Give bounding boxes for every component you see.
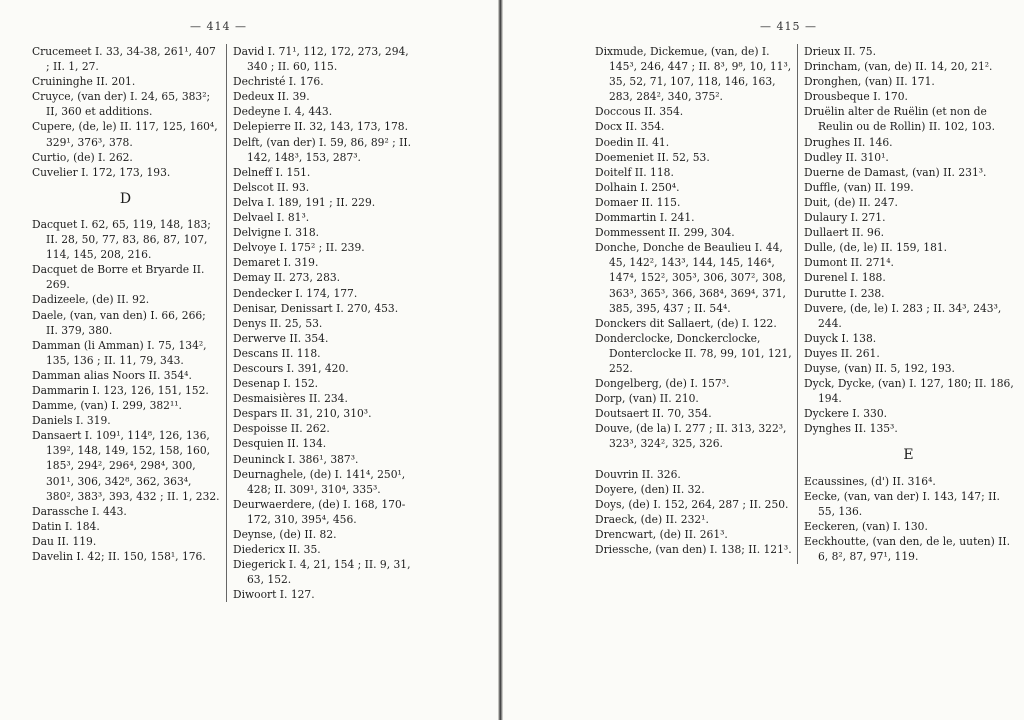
index-entry: Duvere, (de, le) I. 283 ; II. 34³, 243³, 244.	[804, 301, 1002, 330]
index-entry: Dyckere I. 330.	[804, 407, 888, 421]
index-entry: Demaret I. 319.	[233, 256, 319, 270]
index-entry: Descours I. 391, 420.	[233, 361, 349, 375]
index-entry: Deurnaghele, (de) I. 141⁴, 250¹, 428; II. 309¹, 310⁴, 335³.	[233, 467, 406, 496]
index-entry: Eeckeren, (van) I. 130.	[804, 519, 928, 533]
index-entry: Delneff I. 151.	[233, 165, 311, 179]
index-entry: David I. 71¹, 112, 172, 273, 294, 340 ; II. 60, 115.	[233, 45, 409, 74]
index-entry: Dedeyne I. 4, 443.	[233, 105, 333, 119]
index-entry: Descans II. 118.	[233, 346, 321, 360]
index-entry: Doitelf II. 118.	[595, 165, 674, 179]
index-entry: Dixmude, Dickemue, (van, de) I. 145³, 246, 447 ; II. 8³, 9⁸, 10, 11³, 35, 52, 71, 107, 118, 146, 163, 283, 284², 340, 375².	[595, 45, 792, 104]
index-entry: Duyes II. 261.	[804, 346, 880, 360]
index-entry: Druëlin alter de Ruëlin (et non de Reulin ou de Rollin) II. 102, 103.	[804, 105, 996, 134]
index-entry: Duerne de Damast, (van) II. 231³.	[804, 165, 987, 179]
index-entry: Deynse, (de) II. 82.	[233, 528, 337, 541]
index-entry: Deurwaerdere, (de) I. 168, 170-172, 310, 395⁴, 456.	[233, 497, 406, 526]
right-page	[505, 0, 1024, 720]
index-entry: Doccous II. 354.	[595, 105, 684, 119]
index-entry: Daniels I. 319.	[32, 414, 111, 428]
index-entry: Duit, (de) II. 247.	[804, 195, 898, 209]
index-entry: Derwerve II. 354.	[233, 331, 329, 345]
index-entry: Datin I. 184.	[32, 519, 100, 533]
index-entry: Delscot II. 93.	[233, 180, 310, 194]
page-number: — 414 —	[190, 20, 247, 33]
index-entry: Durutte I. 238.	[804, 286, 885, 300]
index-entry: Cruyce, (van der) I. 24, 65, 383²; II, 360 et additions.	[32, 90, 211, 119]
spacer	[595, 452, 795, 467]
index-entry: Damme, (van) I. 299, 382¹¹.	[32, 399, 182, 413]
index-entry: Deuninck I. 386¹, 387³.	[233, 452, 359, 466]
index-entry: Doedin II. 41.	[595, 135, 670, 149]
index-column	[797, 44, 1014, 564]
index-entry: Cupere, (de, le) II. 117, 125, 160⁴, 329¹, 376³, 378.	[32, 120, 218, 149]
left-page	[0, 0, 500, 720]
index-entry: Dedeux II. 39.	[233, 90, 310, 104]
index-entry: Drieux II. 75.	[804, 45, 876, 58]
index-entry: Donche, Donche de Beaulieu I. 44, 45, 142², 143³, 144, 145, 146⁴, 147⁴, 152², 305³, 306, 307², 308, 363³, 365³, 366, 368⁴, 369⁴, 371, 385, 395, 437 ; II. 54⁴.	[595, 241, 786, 315]
index-entry: Doutsaert II. 70, 354.	[595, 407, 712, 421]
index-entry: Doemeniet II. 52, 53.	[595, 150, 710, 164]
index-entry: Despoisse II. 262.	[233, 422, 330, 436]
page-number: — 415 —	[760, 20, 817, 33]
index-entry: Davelin I. 42; II. 150, 158¹, 176.	[32, 550, 206, 563]
index-entry: Dulle, (de, le) II. 159, 181.	[804, 241, 948, 255]
index-column	[226, 44, 423, 602]
index-entry: Dorp, (van) II. 210.	[595, 392, 699, 406]
index-entry: Cuvelier I. 172, 173, 193.	[32, 165, 171, 179]
index-entry: Douve, (de la) I. 277 ; II. 313, 322³, 323³, 324², 325, 326.	[595, 422, 787, 451]
index-entry: Delvoye I. 175² ; II. 239.	[233, 241, 365, 255]
index-entry: Docx II. 354.	[595, 120, 665, 134]
index-entry: Daele, (van, van den) I. 66, 266; II. 379, 380.	[32, 308, 206, 337]
index-entry: Drughes II. 146.	[804, 135, 893, 149]
index-entry: Delvigne I. 318.	[233, 226, 320, 240]
index-entry: Dulaury I. 271.	[804, 211, 886, 225]
index-entry: Curtio, (de) I. 262.	[32, 150, 133, 164]
index-entry: Draeck, (de) II. 232¹.	[595, 512, 709, 526]
index-entry: Dongelberg, (de) I. 157³.	[595, 377, 730, 391]
index-entry: Denisar, Denissart I. 270, 453.	[233, 301, 399, 315]
index-entry: Domaer II. 115.	[595, 195, 681, 209]
index-entry: Dommessent II. 299, 304.	[595, 226, 735, 240]
index-entry: Diedericx II. 35.	[233, 543, 321, 557]
index-entry: Doyere, (den) II. 32.	[595, 482, 705, 496]
index-entry: Dechristé I. 176.	[233, 75, 324, 89]
index-entry: Damman alias Noors II. 354⁴.	[32, 368, 192, 382]
index-entry: Desenap I. 152.	[233, 377, 319, 391]
index-entry: Douvrin II. 326.	[595, 467, 681, 481]
index-entry: Denys II. 25, 53.	[233, 316, 323, 330]
index-entry: Dansaert I. 109¹, 114⁸, 126, 136, 139², 148, 149, 152, 158, 160, 185³, 294², 296⁴, 298⁴, 300, 301¹, 306, 342⁸, 362, 363⁴, 380², 383³, 393, 432 ; II. 1, 232.	[32, 429, 220, 503]
index-entry: Cruininghe II. 201.	[32, 75, 136, 89]
index-entry: Diegerick I. 4, 21, 154 ; II. 9, 31, 63, 152.	[233, 558, 411, 587]
index-entry: Duffle, (van) II. 199.	[804, 180, 914, 194]
index-entry: Donckers dit Sallaert, (de) I. 122.	[595, 316, 777, 330]
index-entry: Dendecker I. 174, 177.	[233, 286, 358, 300]
index-entry: Eeckhoutte, (van den, de le, uuten) II. 6, 8², 87, 97¹, 119.	[804, 534, 1010, 563]
index-column	[595, 44, 795, 557]
index-entry: Dommartin I. 241.	[595, 211, 695, 225]
index-entry: Desquien II. 134.	[233, 437, 327, 451]
index-entry: Demay II. 273, 283.	[233, 271, 341, 285]
index-entry: Delft, (van der) I. 59, 86, 89² ; II. 142, 148³, 153, 287³.	[233, 135, 411, 164]
index-entry: Driessche, (van den) I. 138; II. 121³.	[595, 543, 792, 556]
index-entry: Durenel I. 188.	[804, 271, 886, 285]
index-entry: Dynghes II. 135³.	[804, 422, 898, 436]
index-entry: Ecaussines, (d') II. 316⁴.	[804, 474, 936, 488]
index-entry: Delvael I. 81³.	[233, 211, 310, 225]
index-column	[32, 44, 220, 564]
index-entry: Dyck, Dycke, (van) I. 127, 180; II. 186, 194.	[804, 377, 1014, 406]
index-entry: Duyse, (van) II. 5, 192, 193.	[804, 361, 955, 375]
index-entry: Dau II. 119.	[32, 534, 97, 548]
index-entry: Duyck I. 138.	[804, 331, 877, 345]
index-entry: Drincham, (van, de) II. 14, 20, 21².	[804, 60, 993, 74]
index-entry: Damman (li Amman) I. 75, 134², 135, 136 ; II. 11, 79, 343.	[32, 338, 207, 367]
index-entry: Donderclocke, Donckerclocke, Donterclocke II. 78, 99, 101, 121, 252.	[595, 331, 792, 375]
book-gutter	[498, 0, 503, 720]
index-entry: Dudley II. 310¹.	[804, 150, 889, 164]
index-entry: Delepierre II. 32, 143, 173, 178.	[233, 120, 408, 134]
index-entry: Dacquet I. 62, 65, 119, 148, 183; II. 28, 50, 77, 83, 86, 87, 107, 114, 145, 208, 216.	[32, 217, 211, 262]
index-entry: Eecke, (van, van der) I. 143, 147; II. 55, 136.	[804, 489, 1000, 518]
index-entry: Drencwart, (de) II. 261³.	[595, 527, 728, 541]
index-entry: Dacquet de Borre et Bryarde II. 269.	[32, 263, 205, 292]
index-entry: Drousbeque I. 170.	[804, 90, 908, 104]
index-entry: Dadizeele, (de) II. 92.	[32, 293, 150, 307]
index-entry: Dullaert II. 96.	[804, 226, 885, 240]
section-letter: E	[903, 447, 915, 464]
index-entry: Dronghen, (van) II. 171.	[804, 75, 935, 89]
index-entry: Crucemeet I. 33, 34-38, 261¹, 407 ; II. 1, 27.	[32, 45, 216, 74]
index-entry: Darassche I. 443.	[32, 504, 127, 518]
index-entry: Delva I. 189, 191 ; II. 229.	[233, 195, 376, 209]
index-entry: Despars II. 31, 210, 310³.	[233, 407, 372, 421]
index-entry: Dammarin I. 123, 126, 151, 152.	[32, 383, 209, 397]
index-entry: Dumont II. 271⁴.	[804, 256, 894, 270]
index-entry: Dolhain I. 250⁴.	[595, 180, 680, 194]
index-entry: Doys, (de) I. 152, 264, 287 ; II. 250.	[595, 497, 789, 511]
section-letter: D	[119, 190, 133, 207]
index-entry: Diwoort I. 127.	[233, 588, 315, 602]
index-entry: Desmaisières II. 234.	[233, 392, 348, 406]
